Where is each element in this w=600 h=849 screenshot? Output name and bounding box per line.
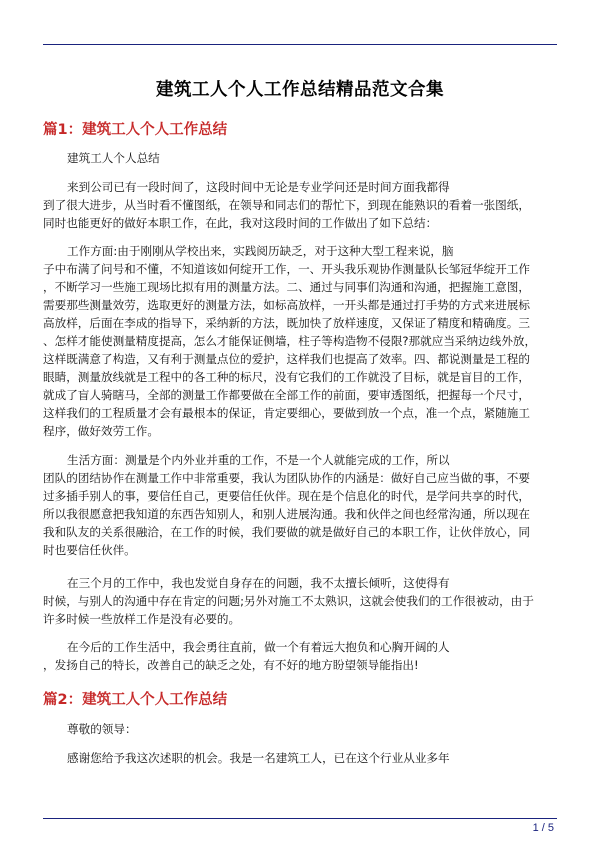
footer-rule bbox=[43, 818, 557, 819]
text-line: 就成了盲人骑瞎马，全部的测量工作都要做在全部工作的前面，要审透图纸，把握每一个尺寸， bbox=[43, 388, 530, 402]
text-line: 需要那些测量效劳，选取更好的测量方法，如标高放样，一开头都是通过打手势的方式来进展标 bbox=[43, 298, 530, 312]
text-line: 时也要信任伙伴。 bbox=[43, 543, 136, 557]
text-line: 高放样，后面在李成的指导下，采纳新的方法，既加快了放样速度，又保证了精度和精确度。三 bbox=[43, 316, 530, 330]
paragraph-1-2 bbox=[43, 242, 557, 440]
paragraph-1-5 bbox=[43, 638, 557, 674]
text-line: 所以我很愿意把我知道的东西告知别人，和别人进展沟通。我和伙伴之间也经常沟通，所以现在 bbox=[43, 507, 530, 521]
page-number: 1 / 5 bbox=[532, 822, 554, 834]
text-line: 、怎样才能使测量精度提高，怎么才能保证侧墙，柱子等构造物不侵限?那就应当采纳边线外放， bbox=[43, 334, 537, 348]
text-line: 生活方面：测量是个内外业并重的工作，不是一个人就能完成的工作，所以 bbox=[67, 453, 450, 467]
text-line: 过多插手别人的事，要信任自己，更要信任伙伴。现在是个信息化的时代，是学问共享的时代， bbox=[43, 489, 530, 503]
text-line: 这样既满意了构造，又有利于测量点位的爱护，这样我们也提高了效率。四、都说测量是工程的 bbox=[43, 352, 530, 366]
paragraph-1-3 bbox=[43, 451, 557, 559]
paragraph-1-1 bbox=[43, 178, 557, 232]
paragraph-2-2 bbox=[43, 749, 557, 767]
text-line: ，发扬自己的特长，改善自己的缺乏之处，有不好的地方盼望领导能指出! bbox=[43, 658, 419, 672]
text-line: ，不断学习一些施工现场比拟有用的测量方法。二、通过与同事们沟通和沟通，把握施工意图， bbox=[43, 280, 530, 294]
text-line: 团队的团结协作在测量工作中非常重要，我认为团队协作的内涵是：做好自己应当做的事，不要 bbox=[43, 471, 530, 485]
text-line: 到了很大进步，从当时看不懂图纸，在领导和同志们的帮忙下，到现在能熟识的看着一张图纸， bbox=[43, 198, 530, 212]
text-line: 工作方面:由于刚刚从学校出来，实践阅历缺乏，对于这种大型工程来说，脑 bbox=[67, 244, 454, 258]
header-rule bbox=[43, 44, 557, 45]
text-line: 时候，与别人的沟通中存在肯定的问题;另外对施工不太熟识，这就会使我们的工作很被动，由于 bbox=[43, 594, 534, 608]
subtitle-line: 建筑工人个人总结 bbox=[67, 151, 160, 165]
text-line: 许多时候一些放样工作是没有必要的。 bbox=[43, 612, 241, 626]
text-line: 我和队友的关系很融洽，在工作的时候，我们要做的就是做好自己的本职工作，让伙伴放心，同 bbox=[43, 525, 530, 539]
section-heading-2: 篇2：建筑工人个人工作总结 bbox=[43, 692, 228, 708]
text-line: 这样我们的工程质量才会有最根本的保证，肯定要细心，要做到放一个点，准一个点，紧随施工 bbox=[43, 406, 530, 420]
text-line: 感谢您给予我这次述职的机会。我是一名建筑工人，已在这个行业从业多年 bbox=[67, 751, 450, 765]
section-1-subtitle bbox=[43, 149, 557, 167]
text-line: 子中布满了问号和不懂，不知道该如何绽开工作，一、开头我乐观协作测量队长邹冠华绽开工作 bbox=[43, 262, 530, 276]
section-heading-1: 篇1：建筑工人个人工作总结 bbox=[43, 122, 228, 138]
text-line: 在三个月的工作中，我也发觉自身存在的问题，我不太擅长倾听，这使得有 bbox=[67, 576, 450, 590]
text-line: 来到公司已有一段时间了，这段时间中无论是专业学问还是时间方面我都得 bbox=[67, 180, 450, 194]
paragraph-2-1 bbox=[43, 720, 557, 738]
text-line: 同时也能更好的做好本职工作，在此，我对这段时间的工作做出了如下总结： bbox=[43, 216, 438, 230]
text-line: 尊敬的领导： bbox=[67, 722, 137, 736]
text-line: 在今后的工作生活中，我会勇往直前，做一个有着远大抱负和心胸开阔的人 bbox=[67, 640, 450, 654]
text-line: 眼睛，测量放线就是工程中的各工种的标尺，没有它我们的工作就没了目标，就是盲目的工作， bbox=[43, 370, 530, 384]
document-title: 建筑工人个人工作总结精品范文合集 bbox=[156, 80, 444, 100]
paragraph-1-4 bbox=[43, 574, 557, 628]
text-line: 程序，做好效劳工作。 bbox=[43, 424, 159, 438]
